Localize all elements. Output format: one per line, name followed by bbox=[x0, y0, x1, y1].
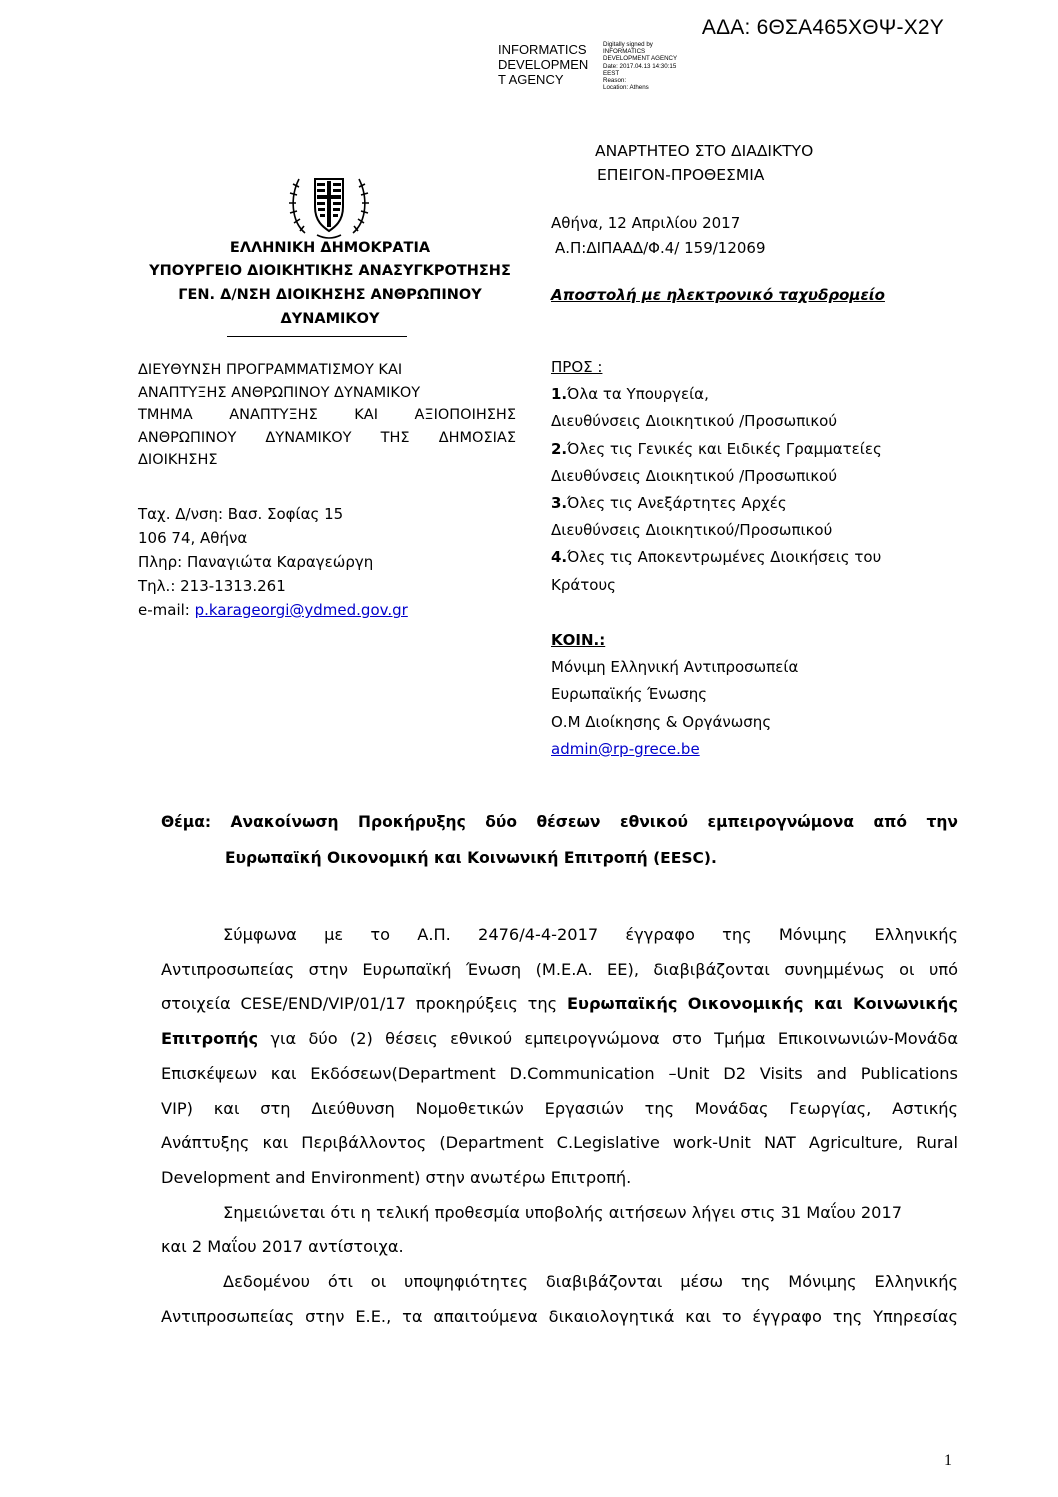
protocol-number: Α.Π:ΔΙΠΑΑΔ/Φ.4/ 159/12069 bbox=[555, 239, 766, 257]
address-street: Ταχ. Δ/νση: Βασ. Σοφίας 15 bbox=[138, 505, 344, 523]
signature-detail-line: EEST bbox=[603, 69, 620, 77]
signature-org-line: T AGENCY bbox=[498, 72, 564, 87]
document-date: Αθήνα, 12 Απριλίου 2017 bbox=[551, 214, 741, 232]
recipient-line: Όλες τις Αποκεντρωμένες Διοικήσεις του bbox=[567, 548, 882, 567]
body-bold-span: Επιτροπής bbox=[161, 1029, 259, 1049]
body-line: VIP) και στη Διεύθυνση Νομοθετικών Εργασιών της Μονάδας Γεωργίας, Αστικής bbox=[161, 1098, 958, 1118]
recipient-number: 1. bbox=[551, 385, 568, 404]
recipient-item bbox=[551, 544, 882, 571]
cc-line: Ευρωπαϊκής Ένωσης bbox=[551, 685, 708, 704]
body-text-span: στοιχεία CESE/END/VIP/01/17 προκηρύξεις της bbox=[161, 994, 567, 1014]
signature-details bbox=[603, 41, 677, 91]
address-email-row bbox=[138, 598, 408, 622]
body-line: Αντιπροσωπείας στην Ε.Ε., τα απαιτούμενα δικαιολογητικά και το έγγραφο της Υπηρεσίας bbox=[161, 1306, 958, 1326]
recipients-block bbox=[551, 354, 882, 599]
greek-coat-of-arms-icon bbox=[287, 165, 371, 241]
recipient-line: Όλες τις Ανεξάρτητες Αρχές bbox=[567, 494, 787, 513]
address-block bbox=[138, 502, 408, 622]
header-general-directorate: ΓΕΝ. Δ/ΝΣΗ ΔΙΟΙΚΗΣΗΣ ΑΝΘΡΩΠΙΝΟΥ bbox=[178, 287, 482, 303]
posting-notice: ΑΝΑΡΤΗΤΕΟ ΣΤΟ ΔΙΑΔΙΚΤΥΟ bbox=[595, 142, 814, 160]
signature-org-line: DEVELOPMEN bbox=[498, 57, 589, 72]
signature-organization bbox=[498, 42, 588, 87]
body-line: Αντιπροσωπείας στην Ευρωπαϊκή Ένωση (Μ.Ε.Α. ΕΕ), διαβιβάζονται συνημμένως οι υπό bbox=[161, 959, 958, 979]
header-divider bbox=[227, 336, 407, 337]
recipient-line: Διευθύνσεις Διοικητικού /Προσωπικού bbox=[551, 466, 838, 485]
address-email-label: e-mail: bbox=[138, 601, 195, 619]
cc-email-link[interactable]: admin@rp-grece.be bbox=[551, 739, 700, 758]
recipient-line: Όλα τα Υπουργεία, bbox=[567, 385, 709, 404]
recipient-number: 3. bbox=[551, 494, 568, 513]
recipient-line: Διευθύνσεις Διοικητικού/Προσωπικού bbox=[551, 521, 833, 540]
body-line: Δεδομένου ότι οι υποψηφιότητες διαβιβάζονται μέσω της Μόνιμης Ελληνικής bbox=[223, 1272, 958, 1292]
signature-detail-line: Reason: bbox=[603, 77, 627, 85]
body-line bbox=[161, 987, 958, 1022]
page-number: 1 bbox=[944, 1452, 952, 1469]
subject-line: Θέμα: Ανακοίνωση Προκήρυξης δύο θέσεων εθνικού εμπειρογνώμονα από την bbox=[161, 813, 958, 831]
body-line: Development and Environment) στην ανωτέρω Επιτροπή. bbox=[161, 1167, 632, 1187]
header-republic: ΕΛΛΗΝΙΚΗ ΔΗΜΟΚΡΑΤΙΑ bbox=[229, 240, 431, 256]
recipients-heading: ΠΡΟΣ : bbox=[551, 358, 603, 376]
body-line: και 2 Μαΐου 2017 αντίστοιχα. bbox=[161, 1237, 404, 1257]
signature-org-line: INFORMATICS bbox=[498, 42, 587, 57]
body-line: Σημειώνεται ότι η τελική προθεσμία υποβολής αιτήσεων λήγει στις 31 Μαΐου 2017 bbox=[223, 1202, 903, 1222]
recipient-number: 2. bbox=[551, 439, 568, 458]
recipient-line: Κράτους bbox=[551, 575, 616, 594]
recipient-item bbox=[551, 490, 882, 517]
delivery-method: Αποστολή με ηλεκτρονικό ταχυδρομείο bbox=[551, 286, 885, 304]
signature-detail-line: DEVELOPMENT AGENCY bbox=[603, 55, 678, 63]
department-block bbox=[138, 359, 516, 472]
signature-detail-line: Date: 2017.04.13 14:30:15 bbox=[603, 62, 677, 70]
department-line: ΑΝΘΡΩΠΙΝΟΥ ΔΥΝΑΜΙΚΟΥ ΤΗΣ ΔΗΜΟΣΙΑΣ bbox=[138, 429, 516, 446]
address-contact: Πληρ: Παναγιώτα Καραγεώργη bbox=[138, 553, 374, 571]
cc-line: Ο.Μ Διοίκησης & Οργάνωσης bbox=[551, 712, 772, 731]
address-phone: Τηλ.: 213-1313.261 bbox=[138, 577, 286, 595]
cc-block bbox=[551, 627, 798, 763]
header-general-directorate-cont: ΔΥΝΑΜΙΚΟΥ bbox=[280, 311, 380, 327]
department-line: ΤΜΗΜΑ ΑΝΑΠΤΥΞΗΣ ΚΑΙ ΑΞΙΟΠΟΙΗΣΗΣ bbox=[138, 407, 516, 423]
address-email-link[interactable]: p.karageorgi@ydmed.gov.gr bbox=[194, 601, 408, 619]
address-postal: 106 74, Αθήνα bbox=[138, 529, 248, 547]
body-text-span: για δύο (2) θέσεις εθνικού εμπειρογνώμονα στο Τμήμα Επικοινωνιών-Μονάδα bbox=[258, 1029, 958, 1049]
signature-detail-line: INFORMATICS bbox=[603, 48, 646, 56]
cc-line: Μόνιμη Ελληνική Αντιπροσωπεία bbox=[551, 658, 799, 677]
body-line: Επισκέψεων και Εκδόσεων(Department D.Communication –Unit D2 Visits and Publications bbox=[161, 1063, 958, 1083]
body-text bbox=[161, 918, 958, 1334]
subject-line: Ευρωπαϊκή Οικονομική και Κοινωνική Επιτροπή (EESC). bbox=[225, 849, 717, 867]
ada-code: ΑΔΑ: 6ΘΣΑ465ΧΘΨ-Χ2Υ bbox=[701, 16, 944, 39]
recipient-item bbox=[551, 381, 882, 408]
department-line: ΑΝΑΠΤΥΞΗΣ ΑΝΘΡΩΠΙΝΟΥ ΔΥΝΑΜΙΚΟΥ bbox=[138, 384, 421, 401]
body-line: Σύμφωνα με το Α.Π. 2476/4-4-2017 έγγραφο της Μόνιμης Ελληνικής bbox=[223, 925, 958, 944]
body-bold-span: Ευρωπαϊκής Οικονομικής και Κοινωνικής bbox=[566, 994, 958, 1014]
body-line: Ανάπτυξης και Περιβάλλοντος (Department C.Legislative work-Unit NAT Agriculture, Rural bbox=[161, 1133, 958, 1153]
department-line: ΔΙΕΥΘΥΝΣΗ ΠΡΟΓΡΑΜΜΑΤΙΣΜΟΥ ΚΑΙ bbox=[138, 362, 403, 378]
recipient-item bbox=[551, 436, 882, 463]
recipient-line: Όλες τις Γενικές και Ειδικές Γραμματείες bbox=[567, 439, 882, 458]
recipient-line: Διευθύνσεις Διοικητικού /Προσωπικού bbox=[551, 412, 838, 431]
header-ministry: ΥΠΟΥΡΓΕΙΟ ΔΙΟΙΚΗΤΙΚΗΣ ΑΝΑΣΥΓΚΡΟΤΗΣΗΣ bbox=[149, 263, 511, 279]
signature-detail-line: Location: Athens bbox=[603, 84, 649, 92]
recipient-number: 4. bbox=[551, 548, 568, 567]
subject-block bbox=[161, 804, 958, 876]
department-line: ΔΙΟΙΚΗΣΗΣ bbox=[138, 452, 218, 468]
urgency-notice: ΕΠΕΙΓΟΝ-ΠΡΟΘΕΣΜΙΑ bbox=[597, 166, 765, 184]
cc-heading: ΚΟΙΝ.: bbox=[551, 631, 606, 649]
signature-detail-line: Digitally signed by bbox=[603, 41, 653, 48]
body-line bbox=[161, 1022, 958, 1057]
